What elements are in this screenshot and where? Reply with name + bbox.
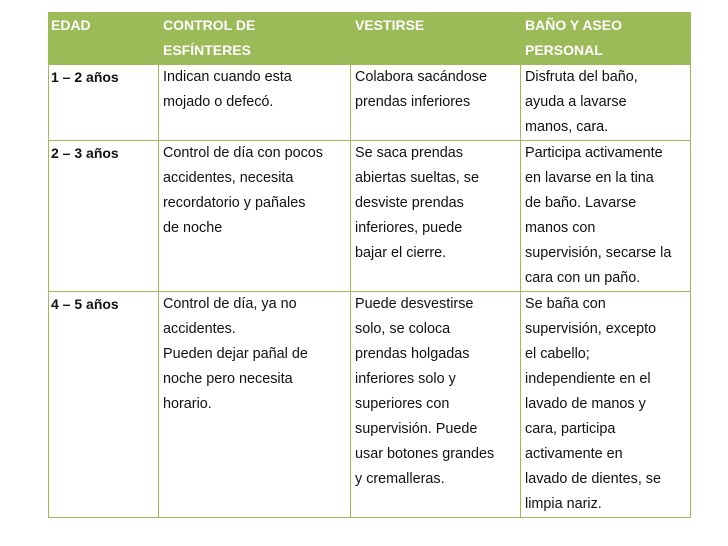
edad-label: 2 – 3 años (51, 145, 119, 161)
cell-text-line: supervisión, secarse la (525, 245, 672, 261)
header-line: ESFÍNTERES (163, 42, 251, 58)
cell-text-line: y cremalleras. (355, 471, 445, 487)
cell-edad (49, 292, 159, 518)
cell-text-line: independiente en el (525, 371, 651, 387)
cell-bano-aseo (521, 141, 691, 292)
cell-bano-aseo (521, 65, 691, 141)
cell-text-line: en lavarse en la tina (525, 170, 654, 186)
cell-text-line: activamente en (525, 446, 623, 462)
cell-text-line: prendas holgadas (355, 346, 470, 362)
header-row (49, 13, 691, 65)
cell-control-esfinteres (159, 292, 351, 518)
cell-text-line: solo, se coloca (355, 321, 451, 337)
cell-text-line: horario. (163, 396, 212, 412)
cell-edad (49, 141, 159, 292)
cell-text-line: manos con (525, 220, 596, 236)
header-line: CONTROL DE (163, 17, 256, 33)
cell-text-line: abiertas sueltas, se (355, 170, 479, 186)
header-edad (49, 13, 159, 65)
cell-text-line: ayuda a lavarse (525, 94, 627, 110)
header-bano-aseo (521, 13, 691, 65)
cell-text-line: noche pero necesita (163, 371, 293, 387)
header-vestirse (351, 13, 521, 65)
cell-text-line: accidentes, necesita (163, 170, 294, 186)
cell-text-line: Se saca prendas (355, 145, 464, 161)
cell-text-line: supervisión, excepto (525, 321, 657, 337)
table-row (49, 292, 691, 518)
cell-text-line: inferiores solo y (355, 371, 456, 387)
cell-text-line: el cabello; (525, 346, 590, 362)
header-line: PERSONAL (525, 42, 603, 58)
cell-text-line: Participa activamente (525, 145, 663, 161)
header-control-esfinteres (159, 13, 351, 65)
cell-control-esfinteres (159, 65, 351, 141)
cell-vestirse (351, 292, 521, 518)
cell-text-line: Pueden dejar pañal de (163, 346, 308, 362)
cell-text-line: superiores con (355, 396, 450, 412)
header-line: VESTIRSE (355, 17, 425, 33)
cell-bano-aseo (521, 292, 691, 518)
header-line: EDAD (51, 17, 91, 33)
table-header (49, 13, 691, 65)
cell-text-line: Indican cuando esta (163, 69, 292, 85)
edad-label: 1 – 2 años (51, 69, 119, 85)
cell-vestirse (351, 141, 521, 292)
table-row (49, 65, 691, 141)
cell-text-line: bajar el cierre. (355, 245, 447, 261)
cell-text-line: lavado de manos y (525, 396, 646, 412)
cell-control-esfinteres (159, 141, 351, 292)
cell-text-line: Disfruta del baño, (525, 69, 638, 85)
cell-text-line: limpia nariz. (525, 496, 602, 512)
cell-text-line: mojado o defecó. (163, 94, 274, 110)
cell-edad (49, 65, 159, 141)
cell-text-line: Se baña con (525, 296, 606, 312)
cell-text-line: lavado de dientes, se (525, 471, 662, 487)
cell-vestirse (351, 65, 521, 141)
cell-text-line: de baño. Lavarse (525, 195, 637, 211)
cell-text-line: accidentes. (163, 321, 236, 337)
cell-text-line: cara, participa (525, 421, 616, 437)
cell-text-line: Control de día, ya no (163, 296, 297, 312)
cell-text-line: de noche (163, 220, 223, 236)
header-line: BAÑO Y ASEO (525, 17, 622, 33)
cell-text-line: Puede desvestirse (355, 296, 474, 312)
cell-text-line: supervisión. Puede (355, 421, 478, 437)
cell-text-line: usar botones grandes (355, 446, 495, 462)
cell-text-line: inferiores, puede (355, 220, 463, 236)
cell-text-line: Control de día con pocos (163, 145, 323, 161)
cell-text-line: recordatorio y pañales (163, 195, 306, 211)
cell-text-line: manos, cara. (525, 119, 609, 135)
table-body (49, 65, 691, 518)
edad-label: 4 – 5 años (51, 296, 119, 312)
development-table (48, 12, 691, 518)
cell-text-line: desviste prendas (355, 195, 464, 211)
table-row (49, 141, 691, 292)
cell-text-line: Colabora sacándose (355, 69, 488, 85)
cell-text-line: prendas inferiores (355, 94, 471, 110)
cell-text-line: cara con un paño. (525, 270, 641, 286)
